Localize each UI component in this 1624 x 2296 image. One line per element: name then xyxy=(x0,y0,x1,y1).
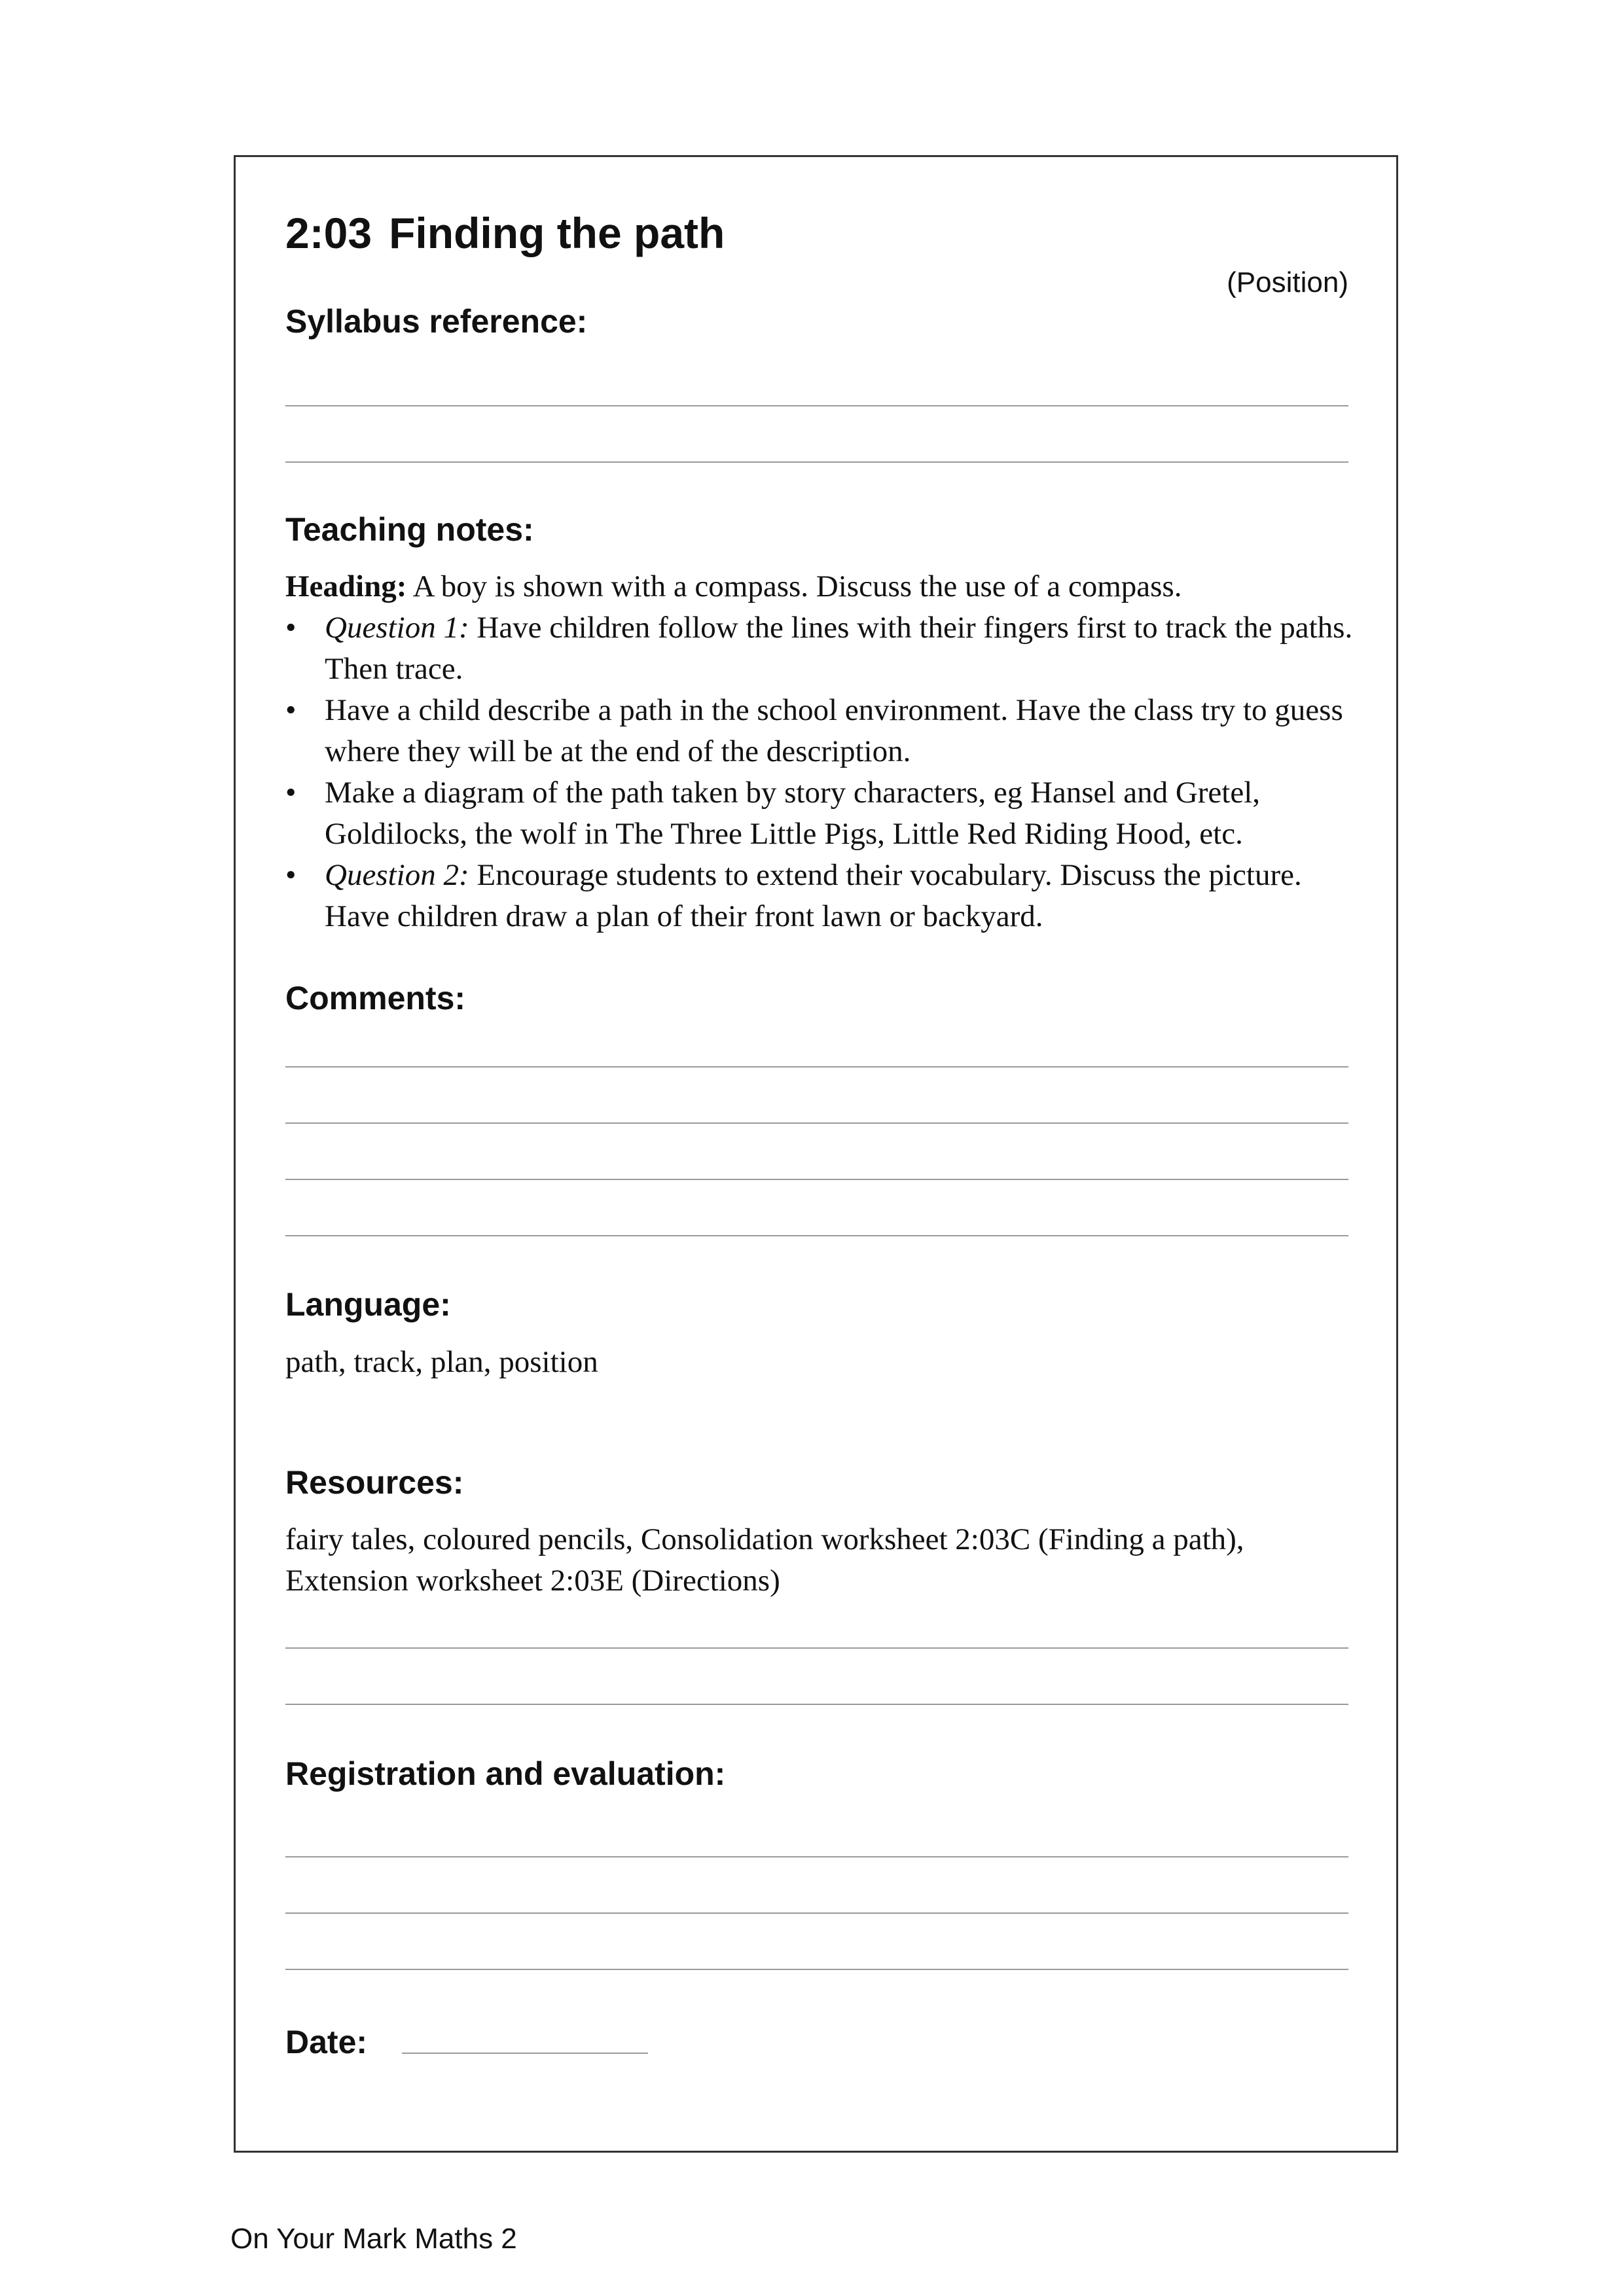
bullet-text: Have children follow the lines with their fingers first to track the paths. Then trace. xyxy=(325,611,1353,686)
question-label: Question 1: xyxy=(325,611,469,645)
page-frame xyxy=(234,155,1398,2153)
bullet-text: Make a diagram of the path taken by story characters, eg Hansel and Gretel, Goldilocks, the wolf in The Three Little Pigs, Little Red Riding Hood, etc. xyxy=(325,776,1261,851)
date-write-line xyxy=(402,2053,648,2054)
language-text: path, track, plan, position xyxy=(285,1345,598,1379)
language-heading: Language: xyxy=(285,1286,451,1323)
list-item xyxy=(285,772,1359,855)
topic-tag: (Position) xyxy=(1227,266,1348,298)
syllabus-heading: Syllabus reference: xyxy=(285,303,588,340)
resources-write-line xyxy=(285,1647,1348,1649)
comments-heading: Comments: xyxy=(285,980,466,1016)
teaching-notes-intro xyxy=(285,566,1359,607)
date-label: Date: xyxy=(285,2024,368,2060)
question-label: Question 2: xyxy=(325,858,469,892)
intro-label: Heading: xyxy=(285,569,407,603)
registration-write-line xyxy=(285,1856,1348,1857)
lesson-number: 2:03 xyxy=(285,209,372,257)
teaching-notes-list xyxy=(285,607,1359,937)
lesson-title-text: Finding the path xyxy=(389,209,725,257)
comments-write-line xyxy=(285,1122,1348,1124)
comments-write-line xyxy=(285,1066,1348,1067)
teaching-notes-body xyxy=(285,566,1359,937)
list-item xyxy=(285,690,1359,772)
teaching-notes-heading: Teaching notes: xyxy=(285,511,534,548)
resources-write-line xyxy=(285,1704,1348,1705)
list-item xyxy=(285,855,1359,937)
bullet-text: Encourage students to extend their vocabulary. Discuss the picture. Have children draw a plan of their front lawn or backyard. xyxy=(325,858,1302,933)
registration-write-line xyxy=(285,1912,1348,1914)
syllabus-write-line xyxy=(285,461,1348,463)
lesson-title xyxy=(285,208,725,258)
footer-text: On Your Mark Maths 2 xyxy=(230,2223,517,2255)
resources-heading: Resources: xyxy=(285,1464,464,1501)
list-item xyxy=(285,607,1359,690)
comments-write-line xyxy=(285,1235,1348,1236)
registration-write-line xyxy=(285,1969,1348,1970)
intro-text: A boy is shown with a compass. Discuss the use of a compass. xyxy=(406,569,1182,603)
comments-write-line xyxy=(285,1179,1348,1180)
resources-text: fairy tales, coloured pencils, Consolidation worksheet 2:03C (Finding a path), Extension worksheet 2:03E (Directions) xyxy=(285,1522,1244,1598)
syllabus-write-line xyxy=(285,405,1348,406)
registration-heading: Registration and evaluation: xyxy=(285,1755,726,1792)
bullet-text: Have a child describe a path in the school environment. Have the class try to guess where they will be at the end of the description. xyxy=(325,693,1343,768)
